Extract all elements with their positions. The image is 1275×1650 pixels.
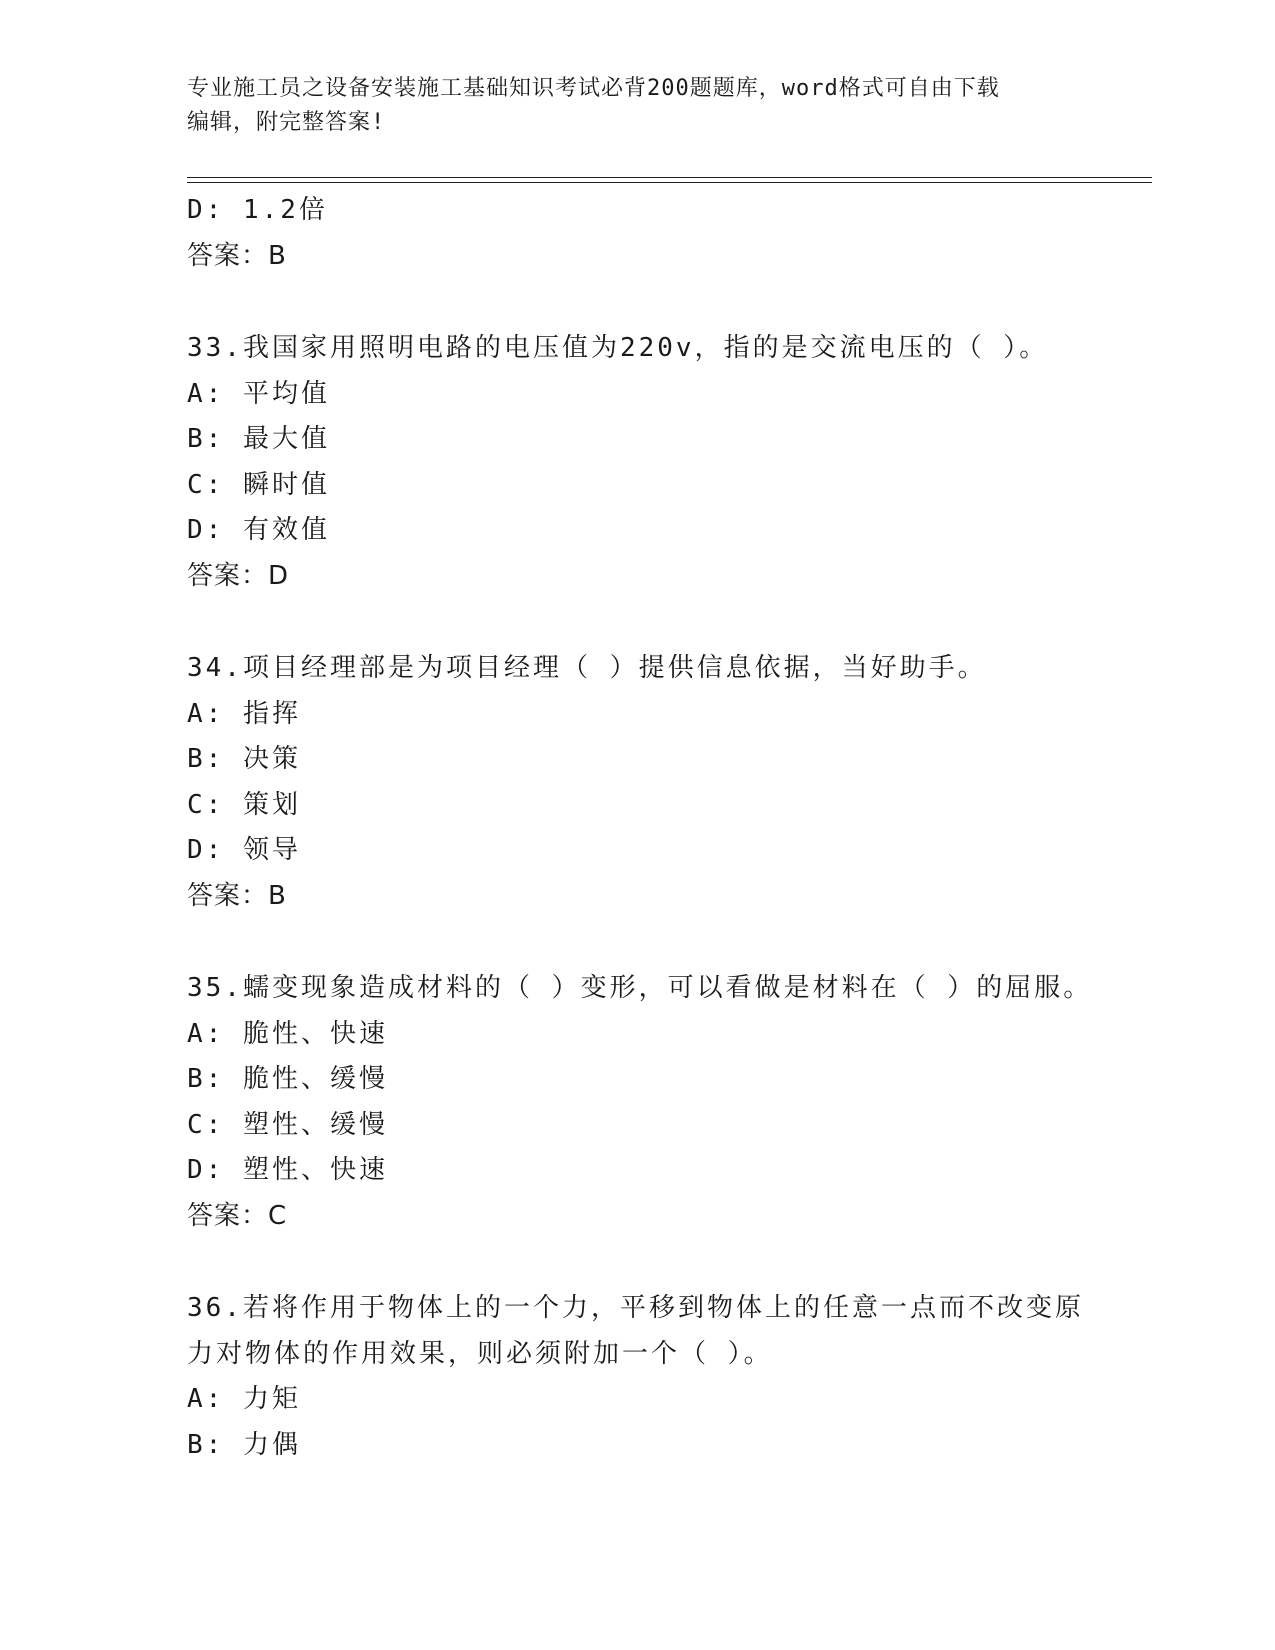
answer: 答案：D bbox=[187, 560, 290, 591]
header-rule-top bbox=[187, 177, 1152, 178]
option-b: B: 力偶 bbox=[187, 1429, 301, 1460]
question-title: 33.我国家用照明电路的电压值为220v，指的是交流电压的（ ）。 bbox=[187, 333, 1049, 363]
option-b: B: 决策 bbox=[187, 744, 301, 774]
option-d: D: 1.2倍 bbox=[187, 195, 328, 225]
question-33 bbox=[187, 326, 1152, 599]
spacer bbox=[187, 1239, 1152, 1286]
answer: 答案：B bbox=[187, 880, 287, 911]
answer: 答案：B bbox=[187, 240, 287, 271]
option-d: D: 有效值 bbox=[187, 515, 330, 545]
question-title-line-1: 36.若将作用于物体上的一个力，平移到物体上的任意一点而不改变原 bbox=[187, 1293, 1084, 1323]
spacer bbox=[187, 919, 1152, 966]
option-c: C: 塑性、缓慢 bbox=[187, 1109, 388, 1140]
question-36 bbox=[187, 1286, 1152, 1468]
header-rule-bottom bbox=[187, 182, 1152, 183]
option-b: B: 最大值 bbox=[187, 424, 330, 454]
question-34 bbox=[187, 646, 1152, 919]
answer: 答案：C bbox=[187, 1200, 288, 1231]
question-title: 34.项目经理部是为项目经理（ ）提供信息依据，当好助手。 bbox=[187, 653, 987, 683]
spacer bbox=[187, 599, 1152, 646]
option-c: C: 策划 bbox=[187, 789, 301, 820]
previous-question-fragment bbox=[187, 188, 1152, 279]
option-c: C: 瞬时值 bbox=[187, 469, 330, 500]
question-title: 35.蠕变现象造成材料的（ ）变形，可以看做是材料在（ ）的屈服。 bbox=[187, 973, 1093, 1003]
option-a: A: 力矩 bbox=[187, 1384, 301, 1414]
option-a: A: 平均值 bbox=[187, 378, 330, 409]
option-d: D: 领导 bbox=[187, 835, 301, 865]
question-title-line-2: 力对物体的作用效果，则必须附加一个（ ）。 bbox=[187, 1338, 773, 1369]
spacer bbox=[187, 279, 1152, 326]
header-line-1: 专业施工员之设备安装施工基础知识考试必背200题题库，word格式可自由下载 bbox=[187, 76, 1000, 101]
option-d: D: 塑性、快速 bbox=[187, 1155, 388, 1185]
question-35 bbox=[187, 966, 1152, 1239]
question-content bbox=[187, 188, 1152, 1468]
option-a: A: 脆性、快速 bbox=[187, 1018, 388, 1049]
document-header bbox=[187, 72, 1067, 140]
header-line-2: 编辑，附完整答案! bbox=[187, 110, 386, 135]
option-b: B: 脆性、缓慢 bbox=[187, 1064, 388, 1094]
option-a: A: 指挥 bbox=[187, 698, 301, 729]
